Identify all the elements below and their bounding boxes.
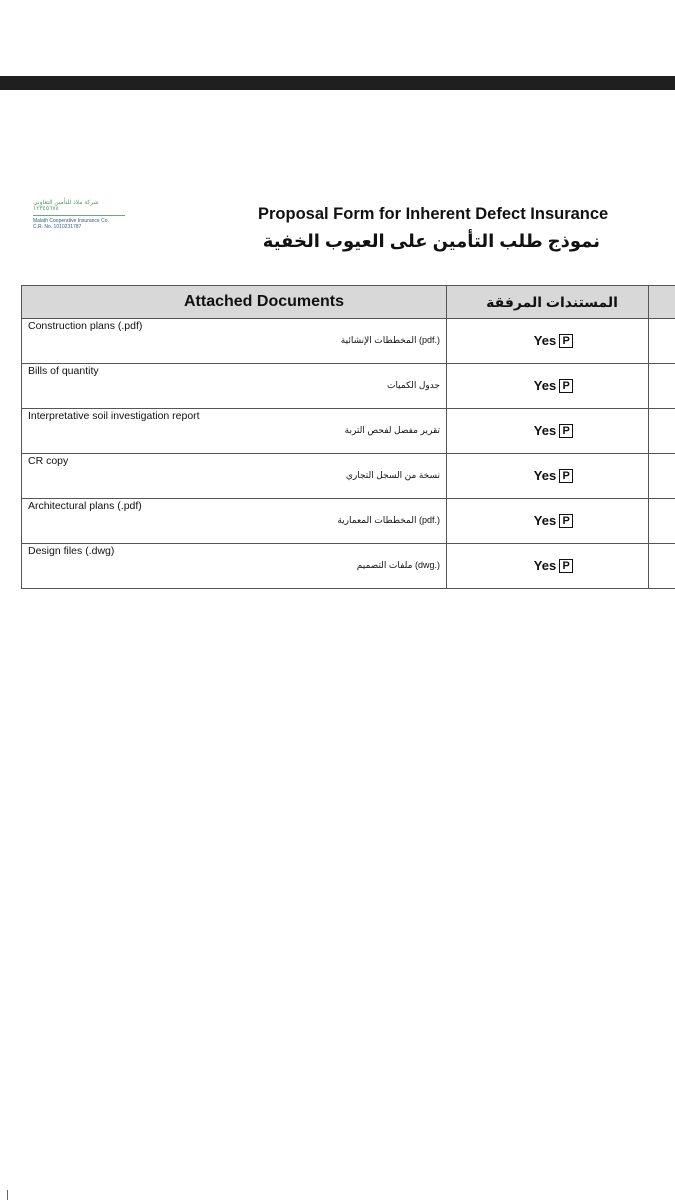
document-cell: [22, 454, 447, 499]
table-row: [22, 409, 675, 454]
logo-arabic-line-1: شركة ملاذ للتأمين التعاوني: [33, 200, 99, 206]
logo-arabic-line-2: ١٢٣٤٥٦٧٨: [33, 206, 59, 212]
empty-cell: [649, 364, 675, 409]
answer-cell: [447, 409, 649, 454]
answer-cell: [447, 319, 649, 364]
document-name-ar: جدول الكميات: [386, 380, 440, 390]
header-attached-documents: Attached Documents: [22, 286, 447, 319]
yes-label: Yes: [533, 513, 557, 528]
yes-label: Yes: [533, 378, 557, 393]
page-edge-mark: [7, 1190, 8, 1200]
document-name-ar: تقرير مفصل لفحص التربة: [344, 425, 440, 435]
document-cell: [22, 364, 447, 409]
checkbox[interactable]: P: [559, 424, 573, 438]
table-row: [22, 544, 675, 589]
yes-label: Yes: [533, 468, 557, 483]
table-row: [22, 454, 675, 499]
empty-cell: [649, 544, 675, 589]
answer-cell: [447, 544, 649, 589]
document-name-en: Construction plans (.pdf): [28, 320, 143, 332]
header-attached-documents-arabic: المستندات المرفقة: [447, 286, 649, 319]
document-name-en: Design files (.dwg): [28, 545, 115, 557]
checkbox[interactable]: P: [559, 514, 573, 528]
document-name-ar: نسخة من السجل التجاري: [345, 470, 440, 480]
document-cell: [22, 319, 447, 364]
answer-cell: [447, 454, 649, 499]
checkbox[interactable]: P: [559, 559, 573, 573]
checkbox[interactable]: P: [559, 469, 573, 483]
checkbox[interactable]: P: [559, 334, 573, 348]
empty-cell: [649, 499, 675, 544]
document-name-en: CR copy: [28, 455, 69, 467]
document-cell: [22, 409, 447, 454]
logo-english-line-1: Malath Cooperative Insurance Co.: [33, 218, 109, 224]
document-name-en: Interpretative soil investigation report: [28, 410, 200, 422]
document-name-en: Architectural plans (.pdf): [28, 500, 142, 512]
answer-cell: [447, 499, 649, 544]
document-name-en: Bills of quantity: [28, 365, 99, 377]
top-black-bar: [0, 76, 675, 90]
form-title-english: Proposal Form for Inherent Defect Insurance: [258, 205, 609, 223]
attached-documents-table: [21, 285, 675, 589]
empty-cell: [649, 319, 675, 364]
logo-english-line-2: C.R. No. 1010231787: [33, 224, 82, 230]
yes-label: Yes: [533, 558, 557, 573]
checkbox[interactable]: P: [559, 379, 573, 393]
empty-cell: [649, 409, 675, 454]
form-title-arabic: نموذج طلب التأمين على العيوب الخفية: [262, 231, 600, 251]
table-row: [22, 499, 675, 544]
yes-label: Yes: [533, 333, 557, 348]
document-cell: [22, 499, 447, 544]
answer-cell: [447, 364, 649, 409]
header-empty-cell: [649, 286, 675, 319]
logo-divider: [33, 215, 125, 216]
document-name-ar: (.pdf) المخططات الإنشائية: [340, 335, 440, 345]
table-header-row: [22, 286, 675, 319]
document-name-ar: (.dwg) ملفات التصميم: [356, 560, 440, 570]
table-row: [22, 319, 675, 364]
document-name-ar: (.pdf) المخططات المعمارية: [337, 515, 440, 525]
table-row: [22, 364, 675, 409]
document-cell: [22, 544, 447, 589]
company-logo: [33, 200, 133, 240]
empty-cell: [649, 454, 675, 499]
yes-label: Yes: [533, 423, 557, 438]
